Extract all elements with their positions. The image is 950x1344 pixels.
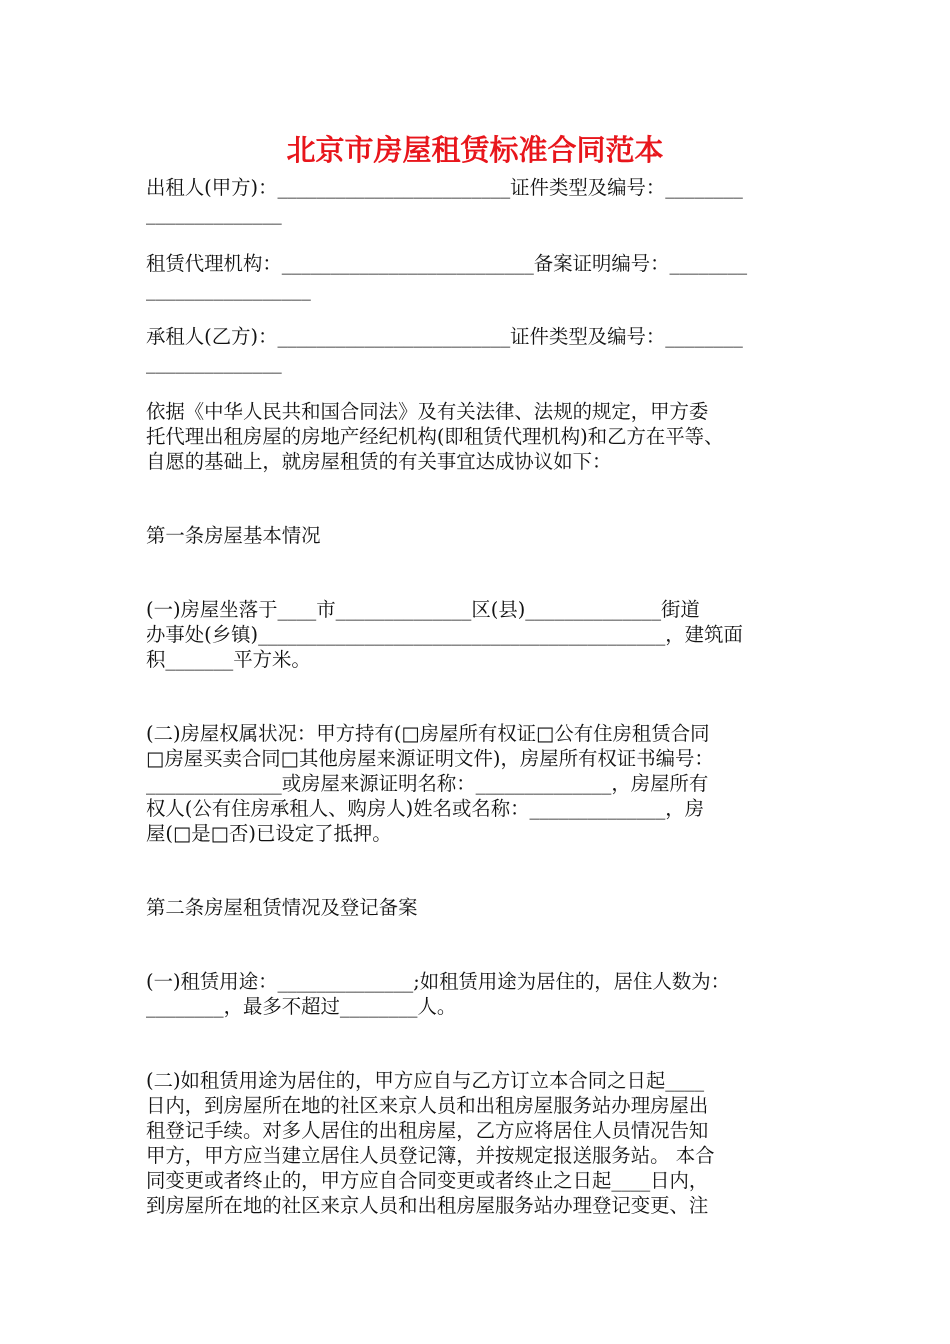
article-2-clause-2-line-6: 到房屋所在地的社区来京人员和出租房屋服务站办理登记变更、注	[146, 1194, 709, 1217]
article-1-clause-2-line-5: 屋(□是□否)已设定了抵押。	[146, 822, 392, 845]
article-1-clause-1-line-3: 积_______平方米。	[146, 648, 311, 671]
article-1-clause-2-line-1: (二)房屋权属状况：甲方持有(□房屋所有权证□公有住房租赁合同	[146, 722, 710, 745]
preamble-line-2: 托代理出租房屋的房地产经纪机构(即租赁代理机构)和乙方在平等、	[146, 425, 724, 448]
article-1-clause-1-line-2: 办事处(乡镇)__________________________________________，建筑面	[146, 623, 743, 646]
agency-line-cont: _________________	[146, 278, 311, 301]
preamble-line-3: 自愿的基础上，就房屋租赁的有关事宜达成协议如下：	[146, 450, 612, 473]
article-1-clause-2-line-3: ______________或房屋来源证明名称：______________，房屋所有	[146, 772, 709, 795]
article-2-clause-2-line-3: 租登记手续。对多人居住的出租房屋，乙方应将居住人员情况告知	[146, 1119, 709, 1142]
lessee-line: 承租人(乙方)：________________________证件类型及编号：________	[146, 325, 743, 348]
document-title: 北京市房屋租赁标准合同范本	[286, 133, 664, 167]
article-2-clause-2-line-2: 日内，到房屋所在地的社区来京人员和出租房屋服务站办理房屋出	[146, 1094, 709, 1117]
article-2-heading: 第二条房屋租赁情况及登记备案	[146, 896, 418, 919]
agency-line: 租赁代理机构：__________________________备案证明编号：________	[146, 252, 748, 275]
article-2-clause-2-line-5: 同变更或者终止的，甲方应自合同变更或者终止之日起____日内，	[146, 1169, 709, 1192]
article-2-clause-2-line-1: (二)如租赁用途为居住的，甲方应自与乙方订立本合同之日起____	[146, 1069, 705, 1092]
article-1-heading: 第一条房屋基本情况	[146, 524, 321, 547]
article-1-clause-2-line-2: □房屋买卖合同□其他房屋来源证明文件)，房屋所有权证书编号：	[146, 747, 714, 770]
article-1-clause-2-line-4: 权人(公有住房承租人、购房人)姓名或名称：______________，房	[146, 797, 705, 820]
article-2-clause-2-line-4: 甲方，甲方应当建立居住人员登记簿，并按规定报送服务站。 本合	[146, 1144, 715, 1167]
article-1-clause-1-line-1: (一)房屋坐落于____市______________区(县)______________街道	[146, 598, 700, 621]
article-2-clause-1-line-2: ________，最多不超过________人。	[146, 995, 457, 1018]
article-2-clause-1-line-1: (一)租赁用途：______________;如租赁用途为居住的，居住人数为：	[146, 970, 730, 993]
preamble-line-1: 依据《中华人民共和国合同法》及有关法律、法规的规定，甲方委	[146, 400, 709, 423]
lessor-line: 出租人(甲方)：________________________证件类型及编号：________	[146, 176, 743, 199]
lessee-line-cont: ______________	[146, 351, 282, 374]
lessor-line-cont: ______________	[146, 202, 282, 225]
